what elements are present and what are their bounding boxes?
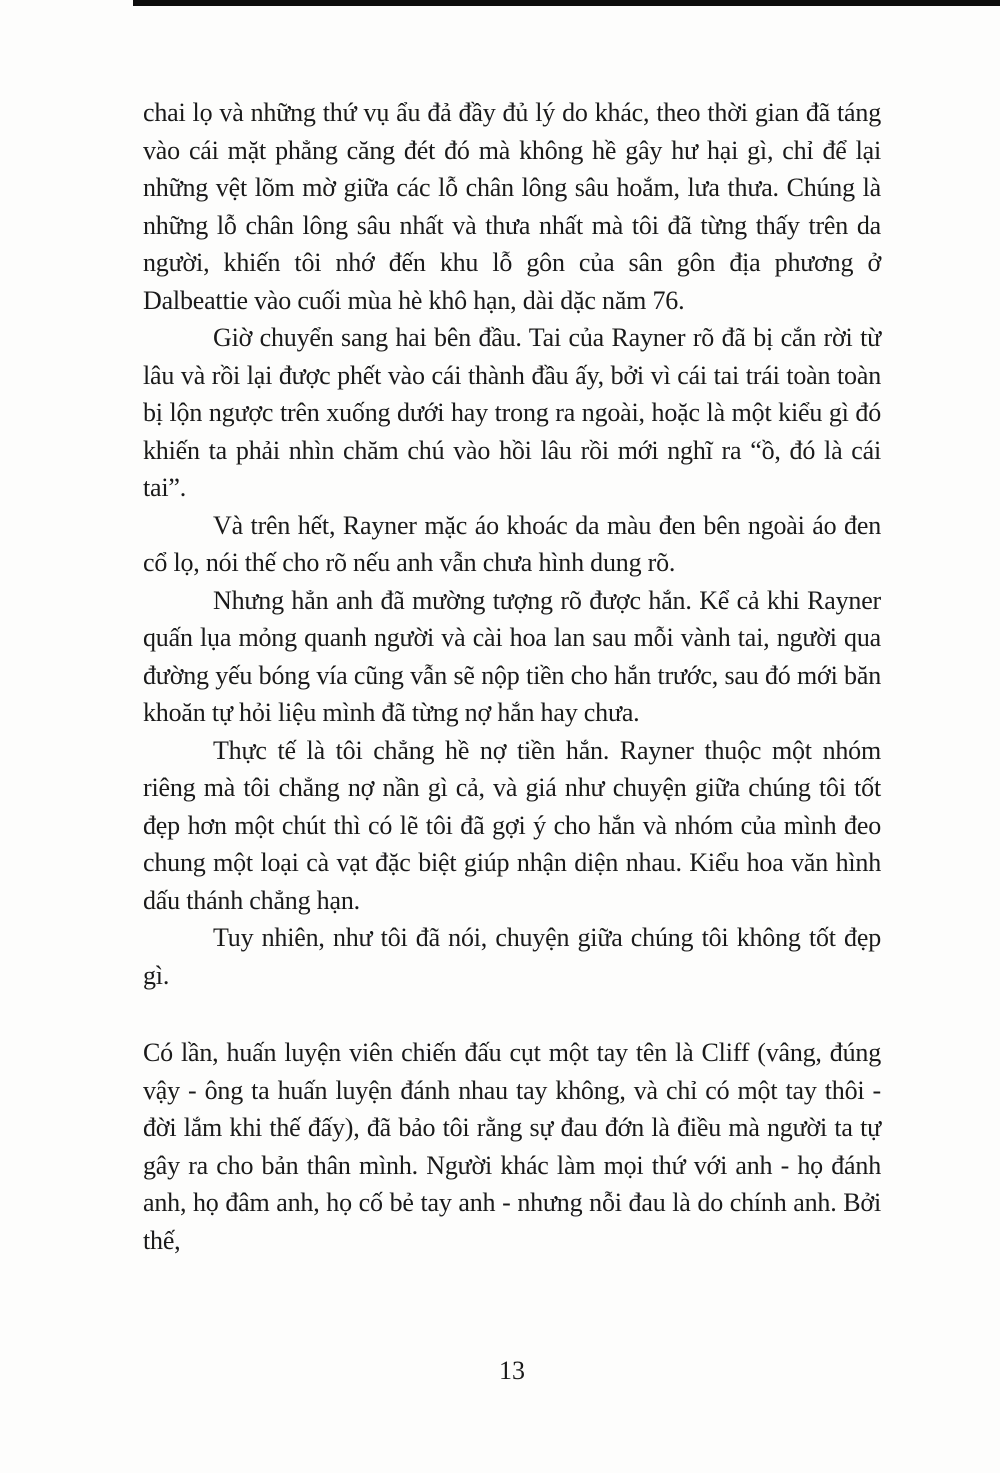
paragraph-7: Có lần, huấn luyện viên chiến đấu cụt một tay tên là Cliff (vâng, đúng vậy - ông ta huấn luyện đánh nhau tay không, và chỉ có một tay thôi - đời lắm khi thế đấy), đã bảo tôi rằng sự đau đớn là điều mà người ta tự gây ra cho bản thân mình. Người khác làm mọi thứ với anh - họ đánh anh, họ đâm anh, họ cố bẻ tay anh - nhưng nỗi đau là do chính anh. Bởi thế, (143, 1038, 881, 1255)
paragraph-1: chai lọ và những thứ vụ ẩu đả đầy đủ lý do khác, theo thời gian đã táng vào cái mặt phẳng căng đét đó mà không hề gây hư hại gì, chỉ để lại những vệt lõm mờ giữa các lỗ chân lông sâu hoắm, lưa thưa. Chúng là những lỗ chân lông sâu nhất và thưa nhất mà tôi đã từng thấy trên da người, khiến tôi nhớ đến khu lỗ gôn của sân gôn địa phương ở Dalbeattie vào cuối mùa hè khô hạn, dài dặc năm 76. (143, 98, 881, 315)
page-number: 13 (499, 1356, 525, 1385)
paragraph-3: Và trên hết, Rayner mặc áo khoác da màu đen bên ngoài áo đen cổ lọ, nói thế cho rõ nếu anh vẫn chưa hình dung rõ. (143, 510, 881, 577)
paragraph-5: Thực tế là tôi chẳng hề nợ tiền hắn. Rayner thuộc một nhóm riêng mà tôi chẳng nợ nần gì cả, và giá như chuyện giữa chúng tôi tốt đẹp hơn một chút thì có lẽ tôi đã gợi ý cho hắn và nhóm của mình đeo chung một loại cà vạt đặc biệt giúp nhận diện nhau. Kiểu hoa văn hình dấu thánh chẳng hạn. (143, 735, 881, 915)
paragraph-4: Nhưng hẳn anh đã mường tượng rõ được hắn. Kể cả khi Rayner quấn lụa mỏng quanh người và cài hoa lan sau mỗi vành tai, người qua đường yếu bóng vía cũng vẫn sẽ nộp tiền cho hắn trước, sau đó mới băn khoăn tự hỏi liệu mình đã từng nợ hắn hay chưa. (143, 585, 881, 727)
paragraph-6: Tuy nhiên, như tôi đã nói, chuyện giữa chúng tôi không tốt đẹp gì. (143, 923, 881, 990)
body-text (143, 94, 881, 1259)
paragraph-2: Giờ chuyển sang hai bên đầu. Tai của Rayner rõ đã bị cắn rời từ lâu và rồi lại được phết vào cái thành đầu ấy, bởi vì cái tai trái toàn toàn bị lộn ngược trên xuống dưới hay trong ra ngoài, hoặc là một kiểu gì đó khiến ta phải nhìn chăm chú vào hồi lâu rồi mới nghĩ ra “ồ, đó là cái tai”. (143, 323, 881, 502)
scan-edge-bar (133, 0, 1000, 6)
